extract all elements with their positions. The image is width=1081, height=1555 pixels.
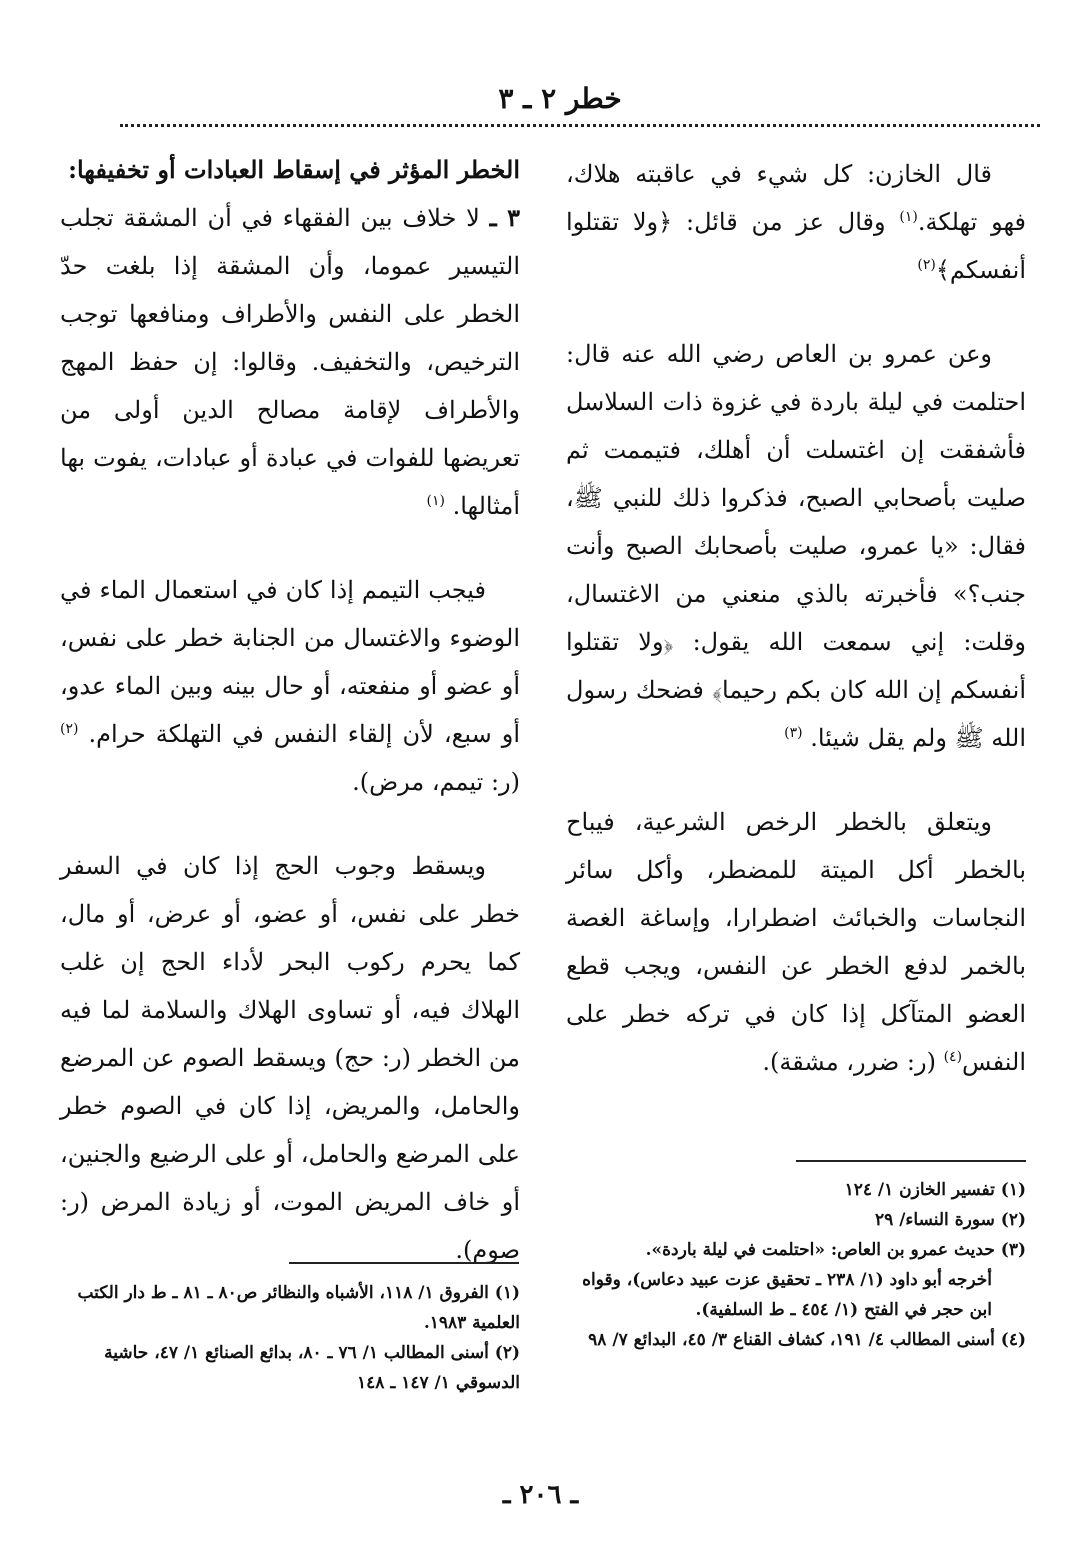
footnote-item: (١) تفسير الخازن ١/ ١٢٤: [844, 1180, 1026, 1200]
footnote-ref: (٤): [943, 1049, 963, 1065]
footnote-item: (٢) أسنى المطالب ١/ ٧٦ ـ ٨٠، بدائع الصنائع ١/ ٤٧، حاشية الدسوقي ١/ ١٤٧ ـ ١٤٨: [104, 1343, 520, 1393]
footnotes-right: [566, 1175, 1026, 1355]
footnote-item: (٣) حديث عمرو بن العاص: «احتلمت في ليلة باردة».: [645, 1240, 1026, 1260]
footnote-item: (٢) سورة النساء/ ٢٩: [875, 1210, 1026, 1230]
right-p1-text: قال الخازن: كل شيء في عاقبته هلاك، فهو تهلكة.: [566, 160, 1027, 236]
left-column: [60, 146, 520, 1274]
page-number: ـ ٢٠٦ ـ: [502, 1480, 579, 1510]
header-divider: [120, 124, 1040, 127]
right-paragraph-3: [566, 798, 1026, 1086]
footnote-ref: (١): [426, 493, 445, 509]
footnote-ref: (٢): [60, 721, 79, 737]
footnote-ref: (٢): [917, 257, 936, 273]
right-p1-quran: وقال عز من قائل: ﴿ولا تقتلوا أنفسكم﴾: [566, 208, 1026, 284]
right-p3-text: ويتعلق بالخطر الرخص الشرعية، فيباح بالخطر أكل الميتة للمضطر، وأكل سائر النجاسات والخبائث اضطرارا، وإساغة الغصة بالخمر لدفع الخطر عن النفس، ويجب قطع العضو المتآكل إذا كان في تركه خطر على النفس: [566, 808, 1026, 1076]
right-p3-tail: (ر: ضرر، مشقة).: [762, 1048, 944, 1076]
left-p2-tail: (ر: تيمم، مرض).: [352, 768, 520, 796]
footnote-divider-left: [289, 1262, 519, 1264]
right-column: [566, 150, 1026, 1086]
footnote-item: (١) الفروق ١/ ١١٨، الأشباه والنظائر ص٨٠ ـ ٨١ ـ ط دار الكتب العلمية ١٩٨٣.: [77, 1283, 520, 1333]
left-p1-text: لا خلاف بين الفقهاء في أن المشقة تجلب التيسير عموما، وأن المشقة إذا بلغت حدّ الخطر على النفس والأطراف ومنافعها توجب الترخيص، والتخفيف. وقالوا: إن حفظ المهج والأطراف لإقامة مصالح الدين أولى من تعريضها للفوات في عبادة أو عبادات، يفوت بها أمثالها.: [60, 204, 520, 520]
footnote-divider-right: [796, 1160, 1026, 1162]
footnotes-left: [60, 1278, 520, 1398]
footnote-item: (٤) أسنى المطالب ٤/ ١٩١، كشاف القناع ٣/ ٤٥، البدائع ٧/ ٩٨: [588, 1330, 1026, 1350]
left-paragraph-1: [60, 194, 520, 530]
section-heading: الخطر المؤثر في إسقاط العبادات أو تخفيفها:: [68, 155, 520, 184]
right-paragraph-1: [566, 150, 1026, 294]
footnote-ref: (١): [899, 209, 918, 225]
paragraph-number: ٣ ـ: [489, 203, 520, 232]
left-paragraph-3: ويسقط وجوب الحج إذا كان في السفر خطر على نفس، أو عضو، أو عرض، أو مال، كما يحرم ركوب البحر لأداء الحج إن غلب الهلاك فيه، أو تساوى الهلاك والسلامة لما فيه من الخطر (ر: حج) ويسقط الصوم عن المرضع والحامل، والمريض، إذا كان في الصوم خطر على المرضع والحامل، أو على الرضيع والجنين، أو خاف المريض الموت، أو زيادة المرض (ر: صوم).: [60, 852, 520, 1264]
left-paragraph-2: [60, 566, 520, 806]
footnote-ref: (٣): [784, 725, 803, 741]
right-paragraph-2: [566, 330, 1026, 762]
right-p2-text: وعن عمرو بن العاص رضي الله عنه قال: احتلمت في ليلة باردة في غزوة ذات السلاسل فأشفقت إن اغتسلت أن أهلك، فتيممت ثم صليت بأصحابي الصبح، فذكروا ذلك للنبي ﷺ، فقال: «يا عمرو، صليت بأصحابك الصبح وأنت جنب؟» فأخبرته بالذي منعني من الاغتسال، وقلت: إني سمعت الله يقول: ﴿ولا تقتلوا أنفسكم إن الله كان بكم رحيما﴾ فضحك رسول الله ﷺ ولم يقل شيئا.: [566, 340, 1026, 752]
page-header: خطر ٢ ـ ٣: [498, 82, 622, 115]
footnote-item: أخرجه أبو داود (١/ ٢٣٨ ـ تحقيق عزت عبيد دعاس)، وقواه ابن حجر في الفتح (١/ ٤٥٤ ـ ط السلفية).: [582, 1270, 992, 1320]
left-p2-text: فيجب التيمم إذا كان في استعمال الماء في الوضوء والاغتسال من الجنابة خطر على نفس، أو عضو أو منفعته، أو حال بينه وبين الماء عدو، أو سبع، لأن إلقاء النفس في التهلكة حرام.: [60, 576, 520, 748]
